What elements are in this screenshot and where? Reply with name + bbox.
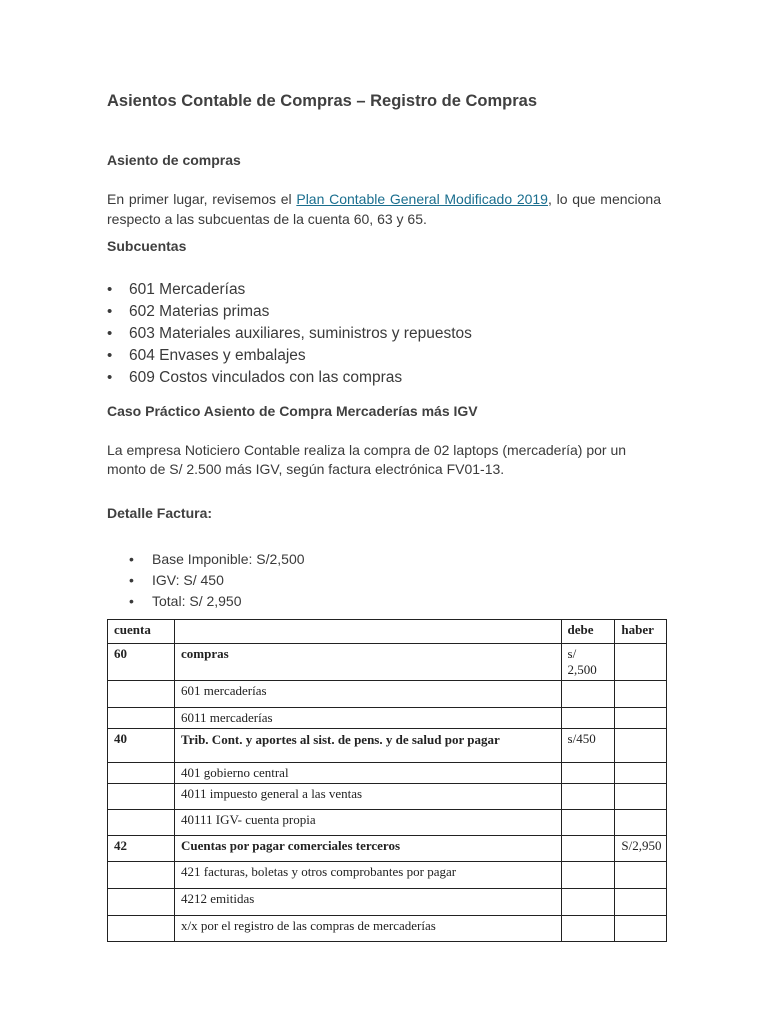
table-row [108, 763, 667, 784]
table-cell-cuenta [108, 810, 175, 836]
column-header-cuenta: cuenta [108, 620, 175, 644]
detalle-list [107, 549, 305, 612]
intro-text-after: , lo que menciona respecto a las subcuentas de la cuenta 60, 63 y 65. [107, 191, 661, 227]
table-cell-cuenta: 42 [108, 836, 175, 862]
table-cell-haber [615, 810, 667, 836]
table-cell-debe [561, 916, 615, 942]
table-cell-desc: Trib. Cont. y aportes al sist. de pens. y de salud por pagar [174, 729, 561, 763]
table-cell-haber: S/2,950 [615, 836, 667, 862]
table-cell-cuenta [108, 916, 175, 942]
table-cell-debe: s/450 [561, 729, 615, 763]
table-cell-debe: s/ 2,500 [561, 644, 615, 681]
table-cell-cuenta: 40 [108, 729, 175, 763]
table-cell-desc: 6011 mercaderías [174, 708, 561, 729]
column-header-description [174, 620, 561, 644]
table-cell-haber [615, 916, 667, 942]
detalle-heading: Detalle Factura: [107, 505, 213, 521]
column-header-debe: debe [561, 620, 615, 644]
table-cell-cuenta [108, 784, 175, 810]
column-header-haber: haber [615, 620, 667, 644]
asiento-heading: Asiento de compras [107, 152, 241, 168]
list-item: • 603 Materiales auxiliares, suministros y repuestos [107, 323, 472, 345]
plan-contable-link[interactable]: Plan Contable General Modificado 2019 [296, 191, 548, 207]
table-cell-cuenta: 60 [108, 644, 175, 681]
table-cell-cuenta [108, 708, 175, 729]
table-cell-desc: x/x por el registro de las compras de mercaderías [174, 916, 561, 942]
table-row [108, 916, 667, 942]
subcuentas-heading: Subcuentas [107, 238, 187, 254]
table-row [108, 862, 667, 889]
caso-heading: Caso Práctico Asiento de Compra Mercaderías más IGV [107, 403, 478, 419]
table-cell-haber [615, 644, 667, 681]
table-header-row [108, 620, 667, 644]
table-cell-debe [561, 810, 615, 836]
table-cell-haber [615, 889, 667, 916]
table-cell-desc: compras [174, 644, 561, 681]
table-cell-debe [561, 763, 615, 784]
list-item: • Base Imponible: S/2,500 [107, 549, 305, 570]
table-cell-cuenta [108, 681, 175, 708]
table-cell-debe [561, 836, 615, 862]
list-item: • 604 Envases y embalajes [107, 345, 472, 367]
table-cell-desc: 601 mercaderías [174, 681, 561, 708]
list-item: • 609 Costos vinculados con las compras [107, 367, 472, 389]
table-cell-debe [561, 784, 615, 810]
table-cell-cuenta [108, 862, 175, 889]
table-cell-cuenta [108, 763, 175, 784]
list-item: • IGV: S/ 450 [107, 570, 305, 591]
table-row [108, 836, 667, 862]
list-item: • 602 Materias primas [107, 301, 472, 323]
list-item: • 601 Mercaderías [107, 279, 472, 301]
table-row [108, 784, 667, 810]
table-cell-desc: 4212 emitidas [174, 889, 561, 916]
table-row [108, 681, 667, 708]
table-row [108, 708, 667, 729]
table-cell-debe [561, 889, 615, 916]
ledger-table [107, 619, 667, 942]
table-cell-desc: 401 gobierno central [174, 763, 561, 784]
table-cell-haber [615, 784, 667, 810]
table-row [108, 889, 667, 916]
page-title: Asientos Contable de Compras – Registro de Compras [107, 92, 538, 110]
table-row [108, 810, 667, 836]
table-cell-haber [615, 708, 667, 729]
table-cell-desc: 4011 impuesto general a las ventas [174, 784, 561, 810]
table-row [108, 644, 667, 681]
table-row [108, 729, 667, 763]
intro-paragraph [107, 189, 661, 229]
list-item: • Total: S/ 2,950 [107, 591, 305, 612]
intro-text-before: En primer lugar, revisemos el [107, 191, 297, 207]
subcuentas-list [107, 279, 472, 389]
table-cell-desc: Cuentas por pagar comerciales terceros [174, 836, 561, 862]
table-cell-debe [561, 681, 615, 708]
table-cell-haber [615, 763, 667, 784]
table-cell-debe [561, 862, 615, 889]
caso-paragraph: La empresa Noticiero Contable realiza la compra de 02 laptops (mercadería) por un monto de S/ 2.500 más IGV, según factura electrónica FV01-13. [107, 442, 627, 477]
table-cell-debe [561, 708, 615, 729]
table-cell-desc: 421 facturas, boletas y otros comprobantes por pagar [174, 862, 561, 889]
table-cell-cuenta [108, 889, 175, 916]
table-cell-desc: 40111 IGV- cuenta propia [174, 810, 561, 836]
table-cell-haber [615, 681, 667, 708]
table-cell-haber [615, 862, 667, 889]
table-cell-haber [615, 729, 667, 763]
